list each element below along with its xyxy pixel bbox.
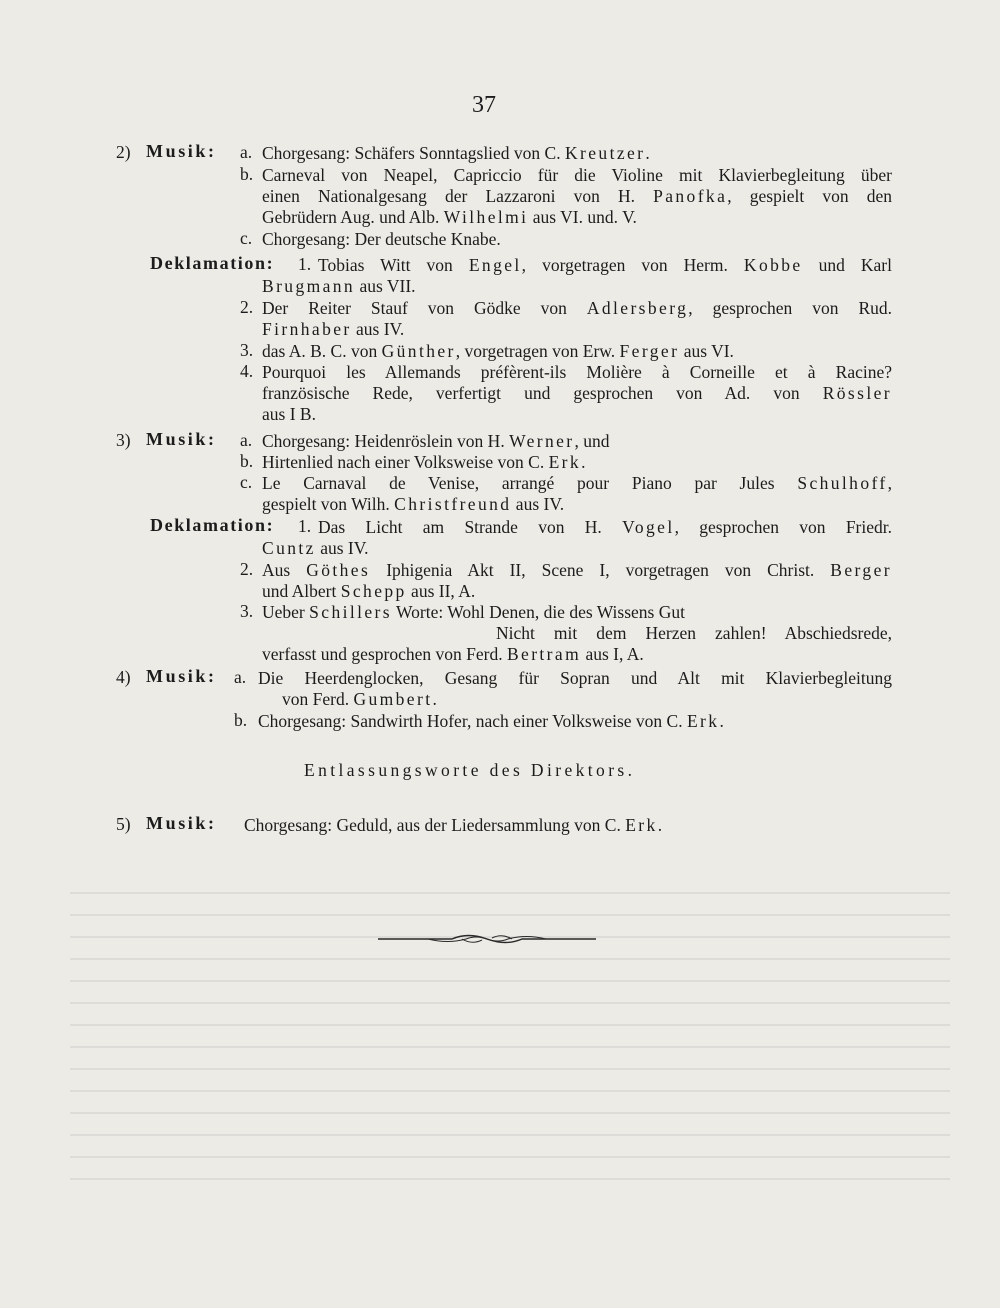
s2-deklamation-label: Deklamation:: [150, 253, 275, 273]
s3-dekl-1-num: 1.: [298, 516, 312, 536]
s2-dekl-4-line-3: aus I B.: [262, 404, 316, 424]
s3-dekl-1-line-2: Cuntz aus IV.: [262, 538, 369, 558]
s2-b-letter: b.: [240, 164, 254, 184]
page-number: 37: [472, 92, 496, 118]
s3-dekl-2-line-1: Aus Göthes Iphigenia Akt II, Scene I, vorgetragen von Christ. Berger: [262, 560, 892, 580]
s3-dekl-3-num: 3.: [240, 601, 254, 621]
s2-c-letter: c.: [240, 228, 253, 248]
s3-dekl-3-line-1: Ueber Schillers Worte: Wohl Denen, die des Wissens Gut: [262, 602, 685, 622]
s2-b-line-3: Gebrüdern Aug. und Alb. Wilhelmi aus VI. und. V.: [262, 207, 637, 227]
ornamental-divider: [376, 928, 598, 950]
section-2-marker: 2): [116, 142, 131, 162]
s2-c-line-1: Chorgesang: Der deutsche Knabe.: [262, 229, 501, 249]
s3-a-line-1: Chorgesang: Heidenröslein von H. Werner, und: [262, 431, 610, 451]
section-4-marker: 4): [116, 667, 131, 687]
s3-dekl-2-num: 2.: [240, 559, 254, 579]
s2-dekl-2-line-1: Der Reiter Stauf von Gödke von Adlersberg, gesprochen von Rud.: [262, 298, 892, 318]
s3-c-letter: c.: [240, 472, 253, 492]
s3-dekl-2-line-2: und Albert Schepp aus II, A.: [262, 581, 476, 601]
section-3-musik-label: Musik:: [146, 429, 217, 449]
s3-b-line-1: Hirtenlied nach einer Volksweise von C. Erk.: [262, 452, 586, 472]
s3-dekl-3-line-2: Nicht mit dem Herzen zahlen! Abschiedsrede,: [496, 623, 892, 643]
bleed-through-text: [70, 880, 950, 1180]
section-5-marker: 5): [116, 814, 131, 834]
s2-dekl-3-line-1: das A. B. C. von Günther, vorgetragen von Erw. Ferger aus VI.: [262, 341, 734, 361]
s4-b-letter: b.: [234, 710, 248, 730]
s2-b-line-2: einen Nationalgesang der Lazzaroni von H. Panofka, gespielt von den: [262, 186, 892, 206]
s2-a-line-1: Chorgesang: Schäfers Sonntagslied von C. Kreutzer.: [262, 143, 650, 163]
s2-b-line-1: Carneval von Neapel, Capriccio für die Violine mit Klavierbegleitung über: [262, 165, 892, 185]
s2-dekl-2-line-2: Firnhaber aus IV.: [262, 319, 405, 339]
s2-dekl-1-num: 1.: [298, 254, 312, 274]
section-2-musik-label: Musik:: [146, 141, 217, 161]
s3-dekl-1-line-1: Das Licht am Strande von H. Vogel, gesprochen von Friedr.: [318, 517, 892, 537]
s3-a-letter: a.: [240, 430, 253, 450]
s2-dekl-1-line-2: Brugmann aus VII.: [262, 276, 416, 296]
section-3-marker: 3): [116, 430, 131, 450]
s2-dekl-2-num: 2.: [240, 297, 254, 317]
s3-deklamation-label: Deklamation:: [150, 515, 275, 535]
s2-dekl-1-line-1: Tobias Witt von Engel, vorgetragen von Herm. Kobbe und Karl: [318, 255, 892, 275]
s5-line-1: Chorgesang: Geduld, aus der Liedersammlung von C. Erk.: [244, 815, 663, 835]
s3-dekl-3-line-3: verfasst und gesprochen von Ferd. Bertram aus I, A.: [262, 644, 644, 664]
s2-dekl-4-line-2: französische Rede, verfertigt und gesprochen von Ad. von Rössler: [262, 383, 892, 403]
s4-a-line-2: von Ferd. Gumbert.: [282, 689, 437, 709]
section-4-musik-label: Musik:: [146, 666, 217, 686]
closing-heading: Entlassungsworte des Direktors.: [304, 760, 636, 780]
s3-c-line-2: gespielt von Wilh. Christfreund aus IV.: [262, 494, 565, 514]
s2-dekl-4-num: 4.: [240, 361, 254, 381]
s2-dekl-4-line-1: Pourquoi les Allemands préfèrent-ils Molière à Corneille et à Racine?: [262, 362, 892, 382]
s2-a-letter: a.: [240, 142, 253, 162]
s4-a-line-1: Die Heerdenglocken, Gesang für Sopran und Alt mit Klavierbegleitung: [258, 668, 892, 688]
s2-dekl-3-num: 3.: [240, 340, 254, 360]
s3-b-letter: b.: [240, 451, 254, 471]
section-5-musik-label: Musik:: [146, 813, 217, 833]
s4-a-letter: a.: [234, 667, 247, 687]
s4-b-line-1: Chorgesang: Sandwirth Hofer, nach einer Volksweise von C. Erk.: [258, 711, 724, 731]
s3-c-line-1: Le Carnaval de Venise, arrangé pour Piano par Jules Schulhoff,: [262, 473, 892, 493]
